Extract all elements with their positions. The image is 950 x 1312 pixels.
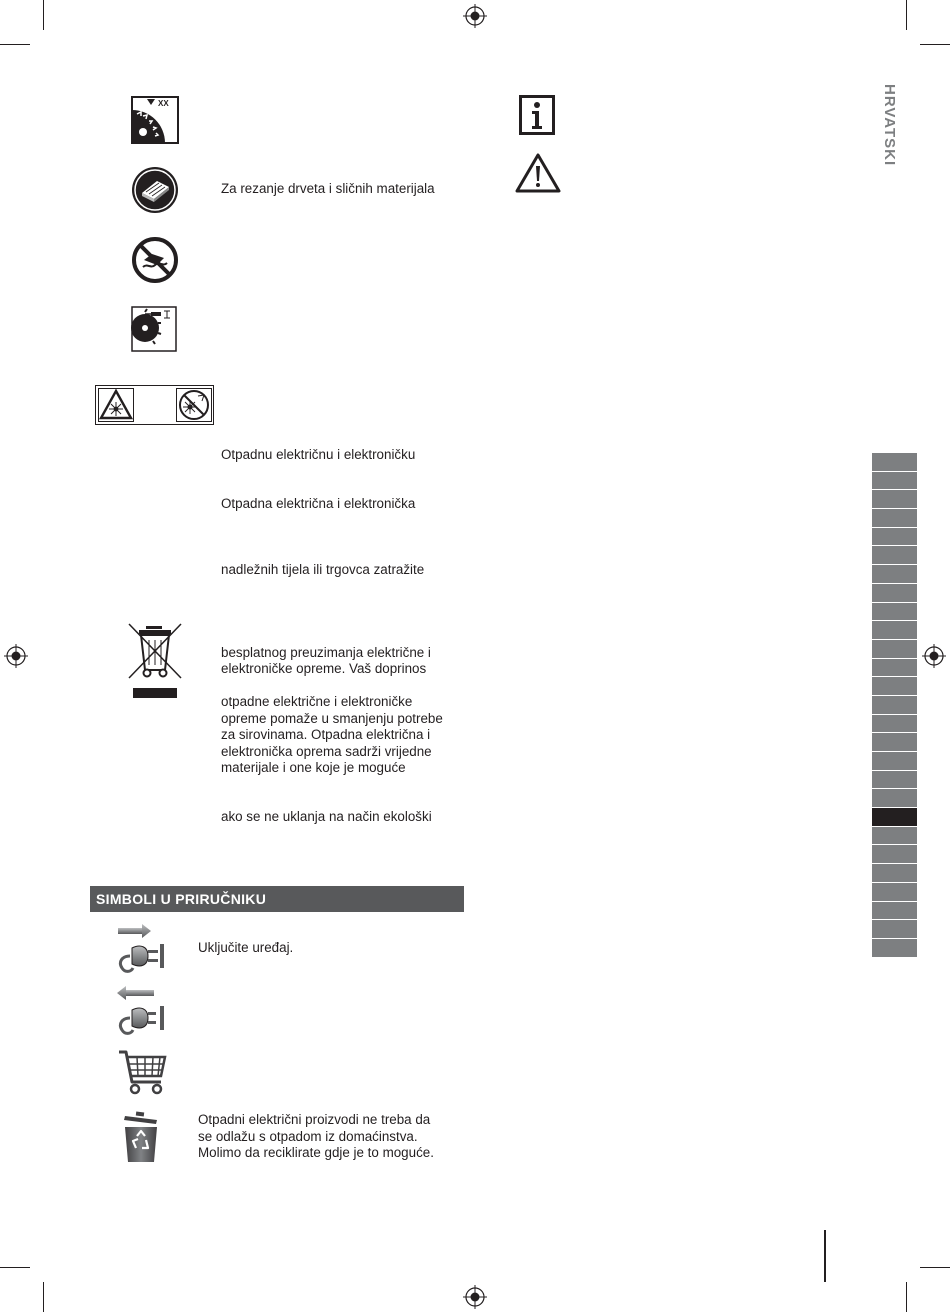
language-tab — [872, 453, 917, 472]
blade-diameter-icon — [131, 306, 177, 352]
section-heading: SIMBOLI U PRIRUČNIKU — [90, 886, 464, 912]
plug-in-icon — [114, 922, 168, 976]
language-tab — [872, 864, 917, 883]
crop-mark — [0, 44, 30, 45]
registration-mark-icon — [4, 644, 28, 668]
language-tab — [872, 603, 917, 622]
registration-mark-icon — [922, 644, 946, 668]
weee-text-4a: besplatnog preuzimanja električne i — [221, 645, 431, 660]
language-tab — [872, 621, 917, 640]
shopping-cart-icon — [117, 1048, 167, 1096]
language-tab — [872, 696, 917, 715]
language-tab — [872, 640, 917, 659]
weee-text-5a: otpadne električne i elektroničke — [221, 694, 413, 709]
recycle-text-3: Molimo da reciklirate gdje je to moguće. — [198, 1145, 434, 1160]
language-tab — [872, 528, 917, 547]
crop-mark — [920, 44, 950, 45]
svg-text:XX: XX — [158, 99, 169, 108]
no-metal-cutting-icon — [131, 236, 179, 284]
language-tab — [872, 509, 917, 528]
plug-in-text: Uključite uređaj. — [198, 940, 294, 955]
crop-mark — [906, 1282, 907, 1312]
language-tab — [872, 883, 917, 902]
unplug-icon — [114, 984, 168, 1038]
crop-mark — [0, 1267, 30, 1268]
language-tab — [872, 584, 917, 603]
registration-mark-icon — [463, 1285, 487, 1309]
recycle-bin-icon — [120, 1110, 162, 1164]
crop-mark — [43, 1282, 44, 1312]
recycle-text-1: Otpadni električni proizvodi ne treba da — [198, 1112, 431, 1127]
do-not-stare-laser-icon — [176, 388, 212, 422]
warning-triangle-icon — [515, 152, 561, 193]
language-tab — [872, 733, 917, 752]
language-tab — [872, 659, 917, 678]
language-label-text: HRVATSKI — [881, 84, 898, 167]
language-tabs — [872, 453, 917, 958]
language-tab — [872, 546, 917, 565]
page-number-divider — [824, 1230, 826, 1282]
language-tab — [872, 789, 917, 808]
recycle-text-2: se odlažu s otpadom iz domaćinstva. — [198, 1129, 418, 1144]
language-tab — [872, 565, 917, 584]
weee-text-6: ako se ne uklanja na način ekološki — [221, 809, 432, 824]
saw-blade-teeth-icon — [131, 96, 179, 144]
crop-mark — [906, 0, 907, 30]
registration-mark-icon — [463, 4, 487, 28]
crossed-out-bin-icon — [125, 622, 185, 700]
language-tab — [872, 490, 917, 509]
weee-text-4b: elektroničke opreme. Vaš doprinos — [221, 661, 427, 676]
language-tab — [872, 827, 917, 846]
language-tab — [872, 845, 917, 864]
language-tab — [872, 771, 917, 790]
language-tab — [872, 902, 917, 921]
language-tab — [872, 920, 917, 939]
language-tab — [872, 472, 917, 491]
weee-text-3: nadležnih tijela ili trgovca zatražite — [221, 562, 425, 577]
laser-warning-icon — [98, 388, 134, 422]
weee-text-1: Otpadnu električnu i elektroničku — [221, 447, 416, 462]
language-tab — [872, 939, 917, 958]
weee-text-5c: za sirovinama. Otpadna električna i — [221, 727, 431, 742]
language-tab — [872, 715, 917, 734]
wood-cutting-text: Za rezanje drveta i sličnih materijala — [221, 181, 435, 196]
language-tab — [872, 677, 917, 696]
wood-material-icon — [131, 166, 179, 214]
weee-text-5d: elektronička oprema sadrži vrijedne — [221, 744, 432, 759]
weee-text-5e: materijale i one koje je moguće — [221, 760, 406, 775]
language-tab — [872, 808, 917, 827]
weee-text-2: Otpadna električna i elektronička — [221, 496, 416, 511]
weee-text-5b: opreme pomaže u smanjenju potrebe — [221, 711, 443, 726]
language-label — [878, 84, 898, 214]
crop-mark — [920, 1267, 950, 1268]
crop-mark — [43, 0, 44, 30]
info-icon — [519, 95, 555, 135]
language-tab — [872, 752, 917, 771]
